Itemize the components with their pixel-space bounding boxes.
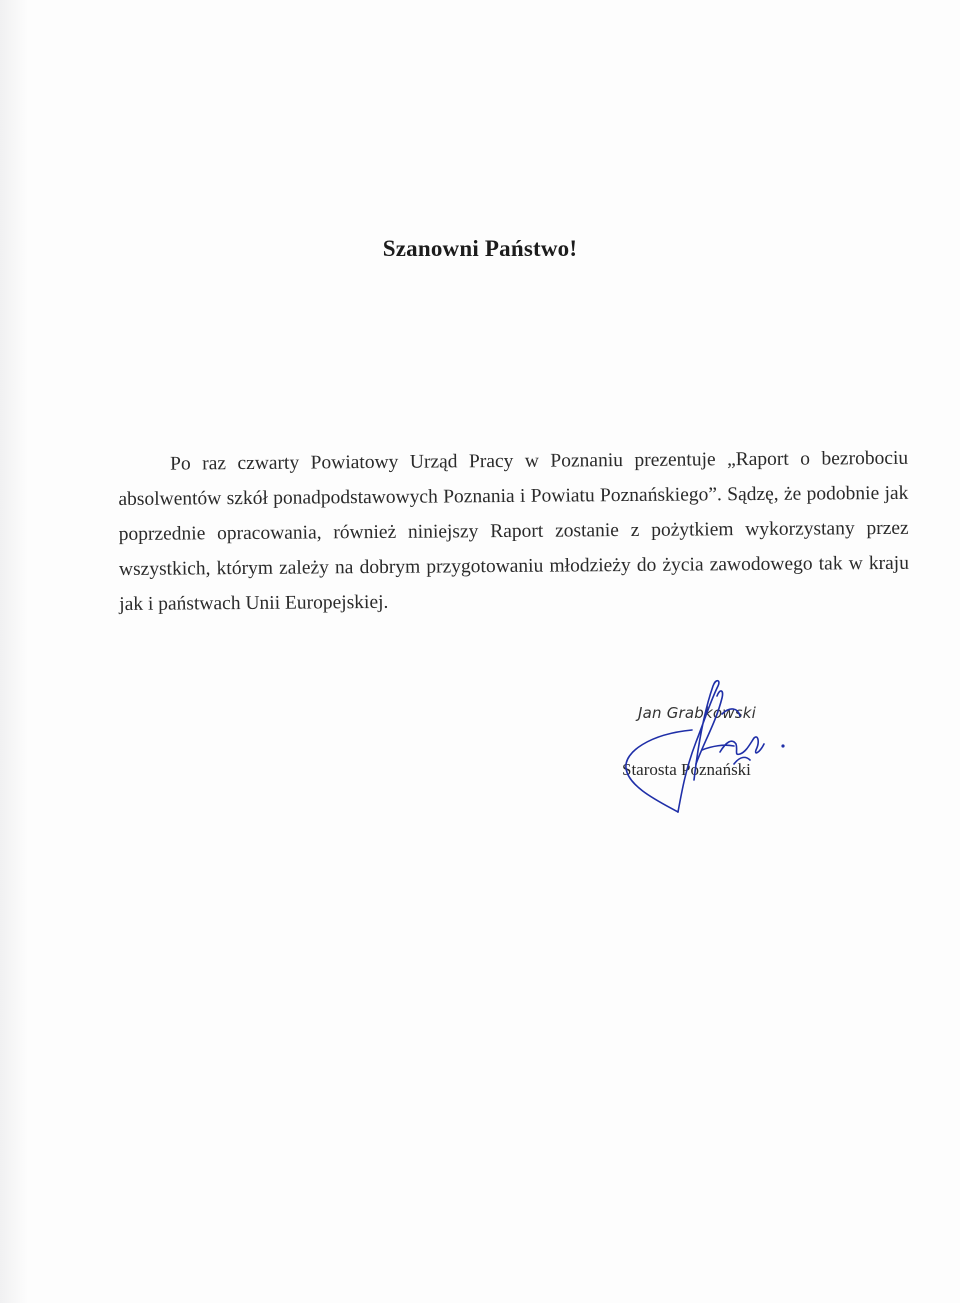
signature-block — [600, 672, 830, 822]
signer-role: Starosta Poznański — [622, 760, 751, 779]
letter-body-paragraph: Po raz czwarty Powiatowy Urząd Pracy w Poznaniu prezentuje „Raport o bezrobociu absolwentów szkół ponadpodstawowych Poznania i Powiatu Poznańskiego”. Sądzę, że podobnie jak poprzednie opracowania, również niniejszy Raport zostanie z pożytkiem wykorzystany przez wszystkich, którym zależy na dobrym przygotowaniu młodzieży do życia zawodowego tak w kraju jak i państwach Unii Europejskiej. — [118, 447, 910, 615]
handwritten-signature — [600, 672, 830, 822]
scan-edge-shading — [0, 0, 28, 1303]
letter-greeting: Szanowni Państwo! — [382, 236, 578, 261]
signer-name: Jan Grabkowski — [638, 704, 756, 722]
